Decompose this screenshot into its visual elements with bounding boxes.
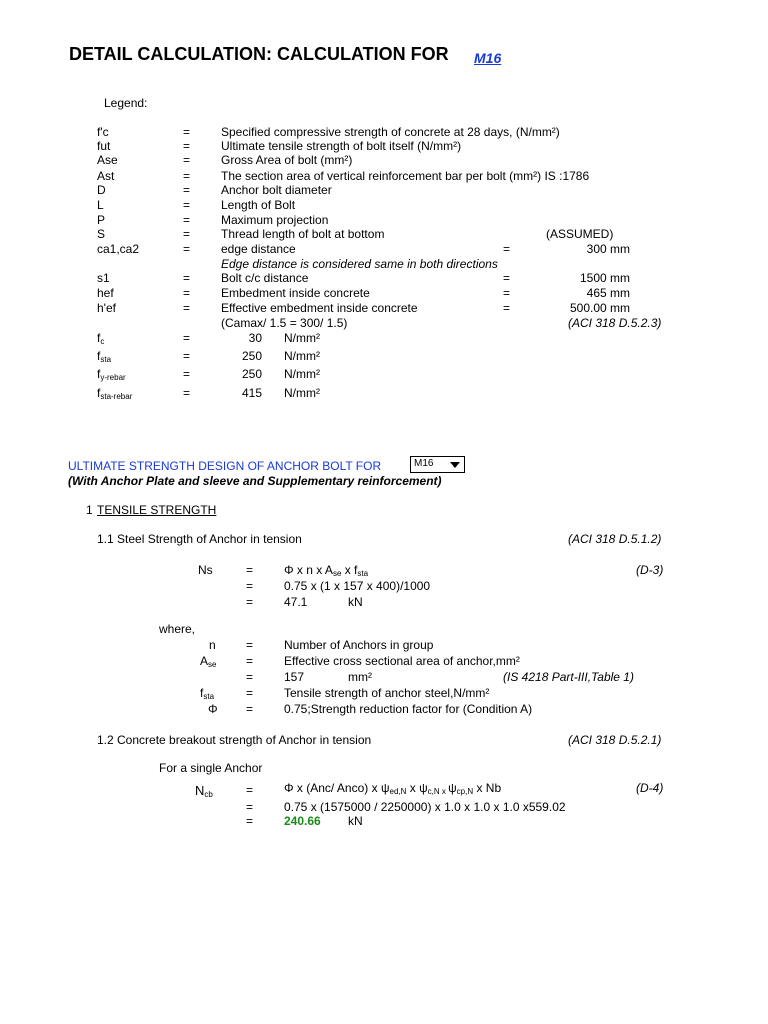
property-symbol: $f_c$	[97, 331, 105, 346]
legend-description: Maximum projection	[221, 213, 329, 227]
section-1-title: TENSILE STRENGTH	[97, 503, 217, 517]
bolt-size-link[interactable]: M16	[474, 50, 502, 66]
property-value: 415	[241, 386, 262, 400]
legend-eq: =	[183, 242, 191, 256]
ncb-eq-3: =	[246, 814, 254, 828]
legend-eq: =	[183, 271, 191, 285]
property-value: 250	[241, 349, 262, 363]
legend-eq: =	[183, 125, 191, 139]
legend-symbol: h'ef	[97, 301, 116, 315]
section-1-1-title: 1.1 Steel Strength of Anchor in tension	[97, 532, 302, 546]
legend-description: Effective embedment inside concrete	[221, 301, 418, 315]
property-eq: =	[183, 367, 191, 381]
phi-symbol: Φ	[208, 702, 218, 716]
ase-unit: mm²	[348, 670, 372, 684]
phi-eq: =	[246, 702, 254, 716]
legend-eq: =	[183, 227, 191, 241]
ns-dref: (D-3)	[636, 563, 664, 577]
legend-eq: =	[183, 139, 191, 153]
n-desc: Number of Anchors in group	[284, 638, 434, 652]
section-1-2-title: 1.2 Concrete breakout strength of Anchor in tension	[97, 733, 372, 747]
legend-description: Specified compressive strength of concrete at 28 days, (N/mm²)	[221, 125, 560, 139]
s1-value: 1500 mm	[579, 271, 630, 285]
s1-eq: =	[503, 271, 511, 285]
ns-eq-2: =	[246, 579, 254, 593]
n-symbol: n	[209, 638, 216, 652]
hpef-value: 500.00 mm	[569, 301, 630, 315]
ns-eq-3: =	[246, 595, 254, 609]
ase-ref: (IS 4218 Part-III,Table 1)	[503, 670, 634, 684]
ncb-substitution: 0.75 x (1575000 / 2250000) x 1.0 x 1.0 x 1.0 x559.02	[284, 800, 566, 814]
legend-description: The section area of vertical reinforcement bar per bolt (mm²) IS :1786	[221, 169, 590, 183]
property-symbol: $f_{sta}$	[97, 349, 112, 364]
chevron-down-icon	[450, 462, 460, 468]
assumed-note: (ASSUMED)	[546, 227, 614, 241]
ns-symbol: Ns	[198, 563, 213, 577]
property-symbol: $f_{sta-rebar}$	[97, 386, 133, 401]
legend-eq: =	[183, 301, 191, 315]
usd-heading: ULTIMATE STRENGTH DESIGN OF ANCHOR BOLT FOR	[68, 459, 382, 473]
legend-symbol: P	[97, 213, 106, 227]
ns-result: 47.1	[284, 595, 308, 609]
property-eq: =	[183, 386, 191, 400]
legend-eq: =	[183, 198, 191, 212]
legend-label: Legend:	[104, 96, 148, 110]
ncb-eq-1: =	[246, 783, 254, 797]
legend-description: edge distance	[221, 242, 296, 256]
section-1-1-ref: (ACI 318 D.5.1.2)	[568, 532, 662, 546]
legend-description: Ultimate tensile strength of bolt itself (N/mm²)	[221, 139, 462, 153]
legend-symbol: Ast	[97, 169, 115, 183]
legend-description: Length of Bolt	[221, 198, 296, 212]
ncb-symbol: $N_{cb}$	[195, 783, 213, 799]
camax-note: (Camax/ 1.5 = 300/ 1.5)	[221, 316, 348, 330]
ncb-result: 240.66	[284, 814, 321, 828]
bolt-size-select[interactable]	[410, 456, 465, 473]
camax-ref: (ACI 318 D.5.2.3)	[568, 316, 662, 330]
section-1-2-ref: (ACI 318 D.5.2.1)	[568, 733, 662, 747]
page-title: DETAIL CALCULATION: CALCULATION FOR	[69, 44, 449, 64]
ca-value: 300 mm	[586, 242, 630, 256]
legend-description: Gross Area of bolt (mm²)	[221, 153, 353, 167]
property-value: 30	[248, 331, 262, 345]
single-anchor-label: For a single Anchor	[159, 761, 263, 775]
legend-description: Bolt c/c distance	[221, 271, 309, 285]
property-eq: =	[183, 349, 191, 363]
legend-symbol: s1	[97, 271, 110, 285]
ns-eq-1: =	[246, 563, 254, 577]
ncb-formula: Φ x (Anc/ Anco) x $\psi_{ed,N}$ x $\psi_{c,N x}$ $\psi_{cp,N}$ x Nb	[284, 781, 502, 796]
bolt-size-select-value: M16	[414, 458, 434, 469]
where-label: where,	[159, 622, 196, 636]
property-value: 250	[241, 367, 262, 381]
ca-eq: =	[503, 242, 511, 256]
legend-symbol: fut	[97, 139, 111, 153]
legend-symbol: L	[97, 198, 104, 212]
usd-subheading: (With Anchor Plate and sleeve and Supplementary reinforcement)	[68, 474, 442, 488]
legend-symbol: ca1,ca2	[97, 242, 140, 256]
legend-description: Thread length of bolt at bottom	[221, 227, 385, 241]
ncb-dref: (D-4)	[636, 781, 664, 795]
ns-unit: kN	[348, 595, 363, 609]
property-unit: N/mm²	[284, 367, 320, 381]
legend-description: Embedment inside concrete	[221, 286, 370, 300]
property-unit: N/mm²	[284, 331, 320, 345]
hef-value: 465 mm	[586, 286, 630, 300]
property-eq: =	[183, 331, 191, 345]
edge-note: Edge distance is considered same in both directions	[221, 257, 498, 271]
legend-description: Anchor bolt diameter	[221, 183, 332, 197]
legend-eq: =	[183, 169, 191, 183]
legend-symbol: S	[97, 227, 106, 241]
hef-eq: =	[503, 286, 511, 300]
legend-eq: =	[183, 183, 191, 197]
property-unit: N/mm²	[284, 386, 320, 400]
legend-eq: =	[183, 286, 191, 300]
legend-symbol: Ase	[97, 153, 118, 167]
legend-symbol: D	[97, 183, 106, 197]
property-symbol: $f_{y-rebar}$	[97, 367, 126, 382]
hpef-eq: =	[503, 301, 511, 315]
ncb-eq-2: =	[246, 800, 254, 814]
section-1-number: 1	[86, 503, 93, 517]
fsta-eq: =	[246, 686, 254, 700]
legend-symbol: f'c	[97, 125, 109, 139]
fsta-desc: Tensile strength of anchor steel,N/mm²	[284, 686, 490, 700]
legend-eq: =	[183, 213, 191, 227]
ase-symbol: $A_{se}$	[200, 654, 217, 669]
legend-eq: =	[183, 153, 191, 167]
legend-symbol: hef	[97, 286, 114, 300]
ncb-unit: kN	[348, 814, 363, 828]
ase-value: 157	[284, 670, 305, 684]
fsta-symbol: $f_{sta}$	[200, 686, 215, 701]
ase-desc: Effective cross sectional area of anchor,mm²	[284, 654, 520, 668]
ns-substitution: 0.75 x (1 x 157 x 400)/1000	[284, 579, 431, 593]
property-unit: N/mm²	[284, 349, 320, 363]
ns-formula: Φ x n x $A_{se}$ x $f_{sta}$	[284, 563, 369, 578]
ase-eq-2: =	[246, 670, 254, 684]
phi-desc: 0.75;Strength reduction factor for (Condition A)	[284, 702, 533, 716]
n-eq: =	[246, 638, 254, 652]
ase-eq-1: =	[246, 654, 254, 668]
